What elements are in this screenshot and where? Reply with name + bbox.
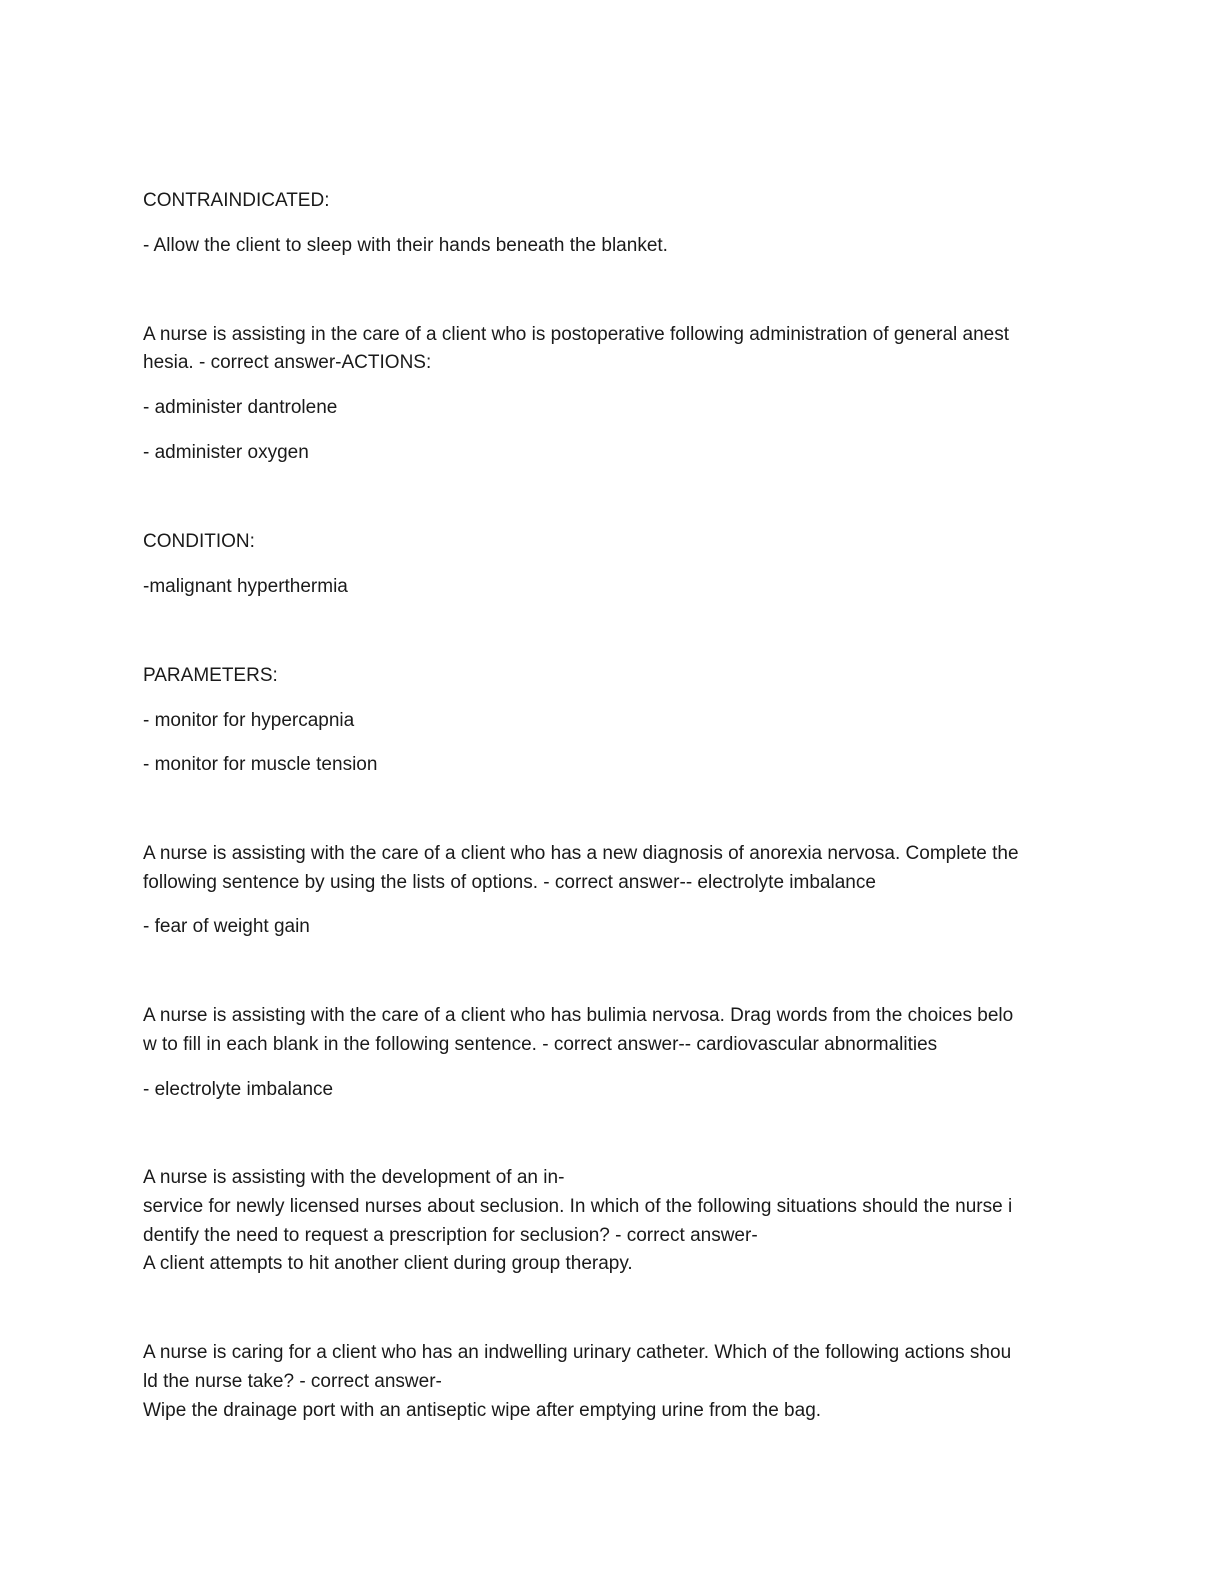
answer-text: A client attempts to hit another client during group therapy. <box>143 1253 633 1274</box>
parameters-heading: PARAMETERS: <box>143 665 278 686</box>
question-text-line: following sentence by using the lists of options. - correct answer-- electrolyte imbalance <box>143 872 876 893</box>
question-text-line: A nurse is assisting with the care of a client who has bulimia nervosa. Drag words from the choices belo <box>143 1005 1014 1026</box>
question-text-line: A nurse is assisting with the development of an in- <box>143 1167 565 1188</box>
answer-text: Wipe the drainage port with an antiseptic wipe after emptying urine from the bag. <box>143 1400 822 1421</box>
actions-item: - administer dantrolene <box>143 397 338 418</box>
answer-item: - fear of weight gain <box>143 916 310 937</box>
question-text-line: dentify the need to request a prescription for seclusion? - correct answer- <box>143 1225 758 1246</box>
parameters-item: - monitor for muscle tension <box>143 754 378 775</box>
condition-heading: CONDITION: <box>143 531 255 552</box>
question-text-line: A nurse is assisting with the care of a client who has a new diagnosis of anorexia nervosa. Complete the <box>143 843 1019 864</box>
question-text-line: A nurse is assisting in the care of a client who is postoperative following administration of general anest <box>143 324 1010 345</box>
parameters-item: - monitor for hypercapnia <box>143 710 355 731</box>
question-text-line: w to fill in each blank in the following sentence. - correct answer-- cardiovascular abnormalities <box>143 1034 938 1055</box>
question-text-line: ld the nurse take? - correct answer- <box>143 1371 442 1392</box>
question-text-line: service for newly licensed nurses about seclusion. In which of the following situations should the nurse i <box>143 1196 1013 1217</box>
question-text-line: A nurse is caring for a client who has an indwelling urinary catheter. Which of the following actions shou <box>143 1342 1012 1363</box>
actions-item: - administer oxygen <box>143 442 309 463</box>
answer-item: - electrolyte imbalance <box>143 1079 334 1100</box>
question-text-line: hesia. - correct answer-ACTIONS: <box>143 352 432 373</box>
condition-item: -malignant hyperthermia <box>143 576 348 597</box>
contraindicated-item: - Allow the client to sleep with their hands beneath the blanket. <box>143 235 668 256</box>
contraindicated-heading: CONTRAINDICATED: <box>143 190 330 211</box>
